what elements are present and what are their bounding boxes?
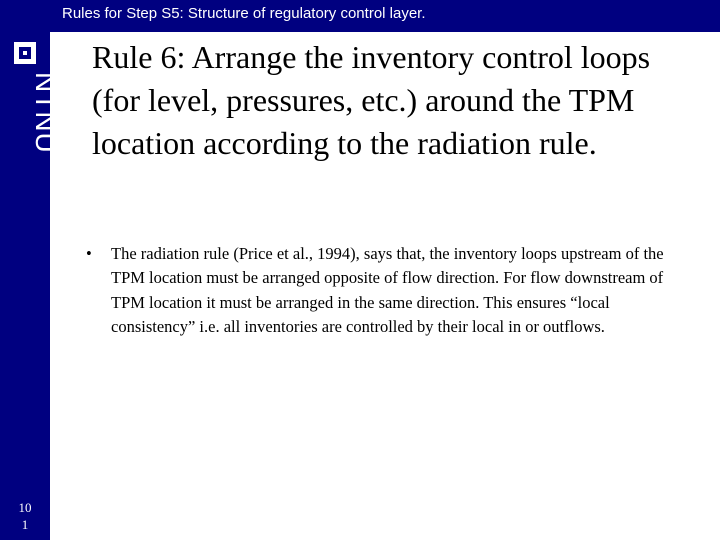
page-number xyxy=(0,499,50,533)
bullet-text: The radiation rule (Price et al., 1994), says that, the inventory loops upstream of the TPM location must be arranged opposite of flow direction. For flow downstream of TPM location it must be arranged in the same direction. This ensures “local consistency” i.e. all inventories are controlled by their local in or outflows. xyxy=(111,244,664,337)
bullet-list xyxy=(84,242,696,340)
logo-wordmark: NTNU xyxy=(30,72,61,154)
header-bar xyxy=(50,0,720,32)
slide-title: Rule 6: Arrange the inventory control loops (for level, pressures, etc.) around the TPM location according to the radiation rule. xyxy=(92,39,651,161)
page-number-line-2: 1 xyxy=(21,517,29,532)
bullet-item xyxy=(84,242,696,340)
ntnu-logo xyxy=(0,38,61,178)
page-number-line-1: 10 xyxy=(18,500,32,515)
header-title: Rules for Step S5: Structure of regulatory control layer. xyxy=(62,5,426,22)
sidebar xyxy=(0,0,61,540)
bullet-marker: • xyxy=(86,244,92,263)
